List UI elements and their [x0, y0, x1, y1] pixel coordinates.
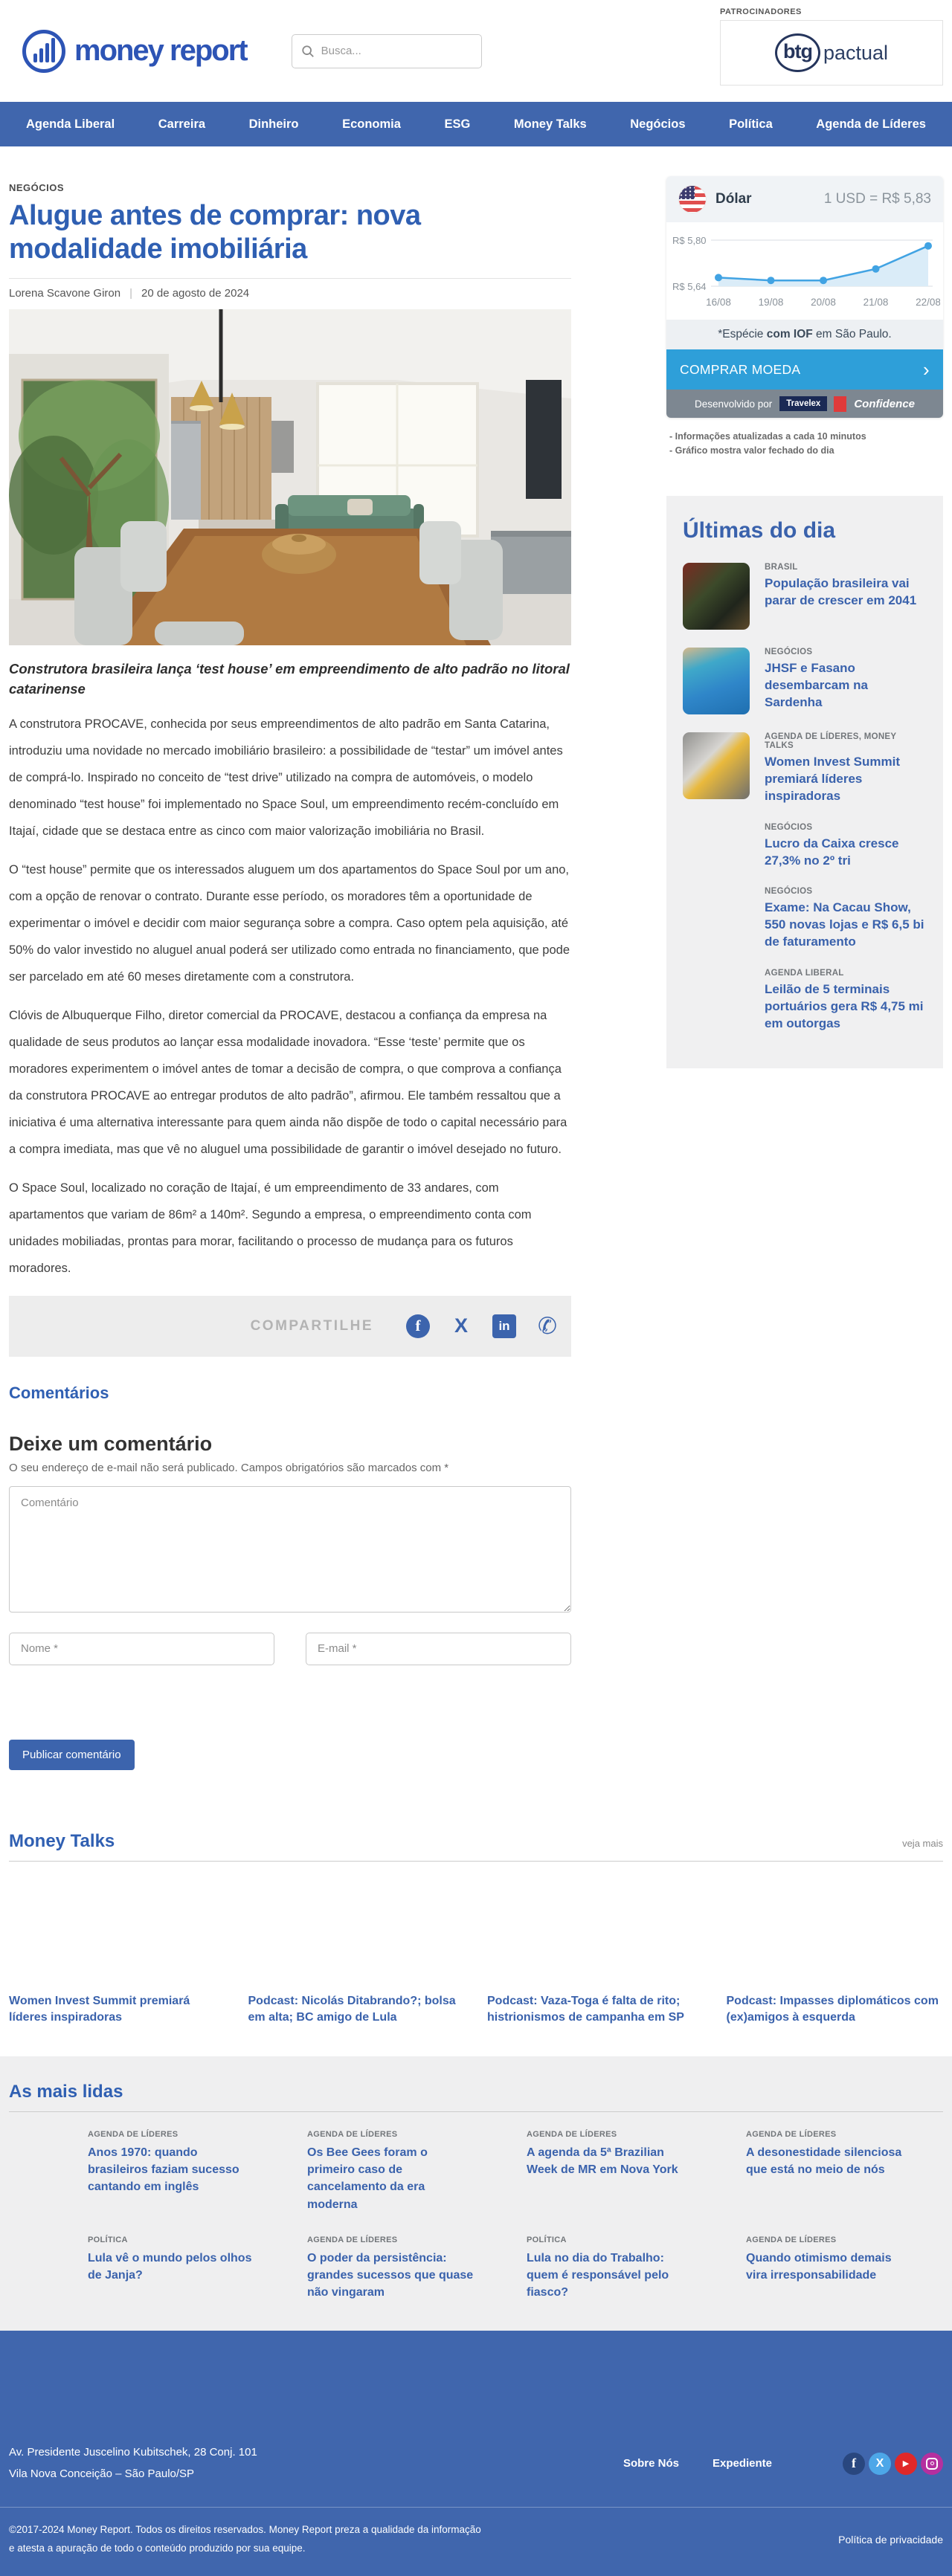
- most-read-item[interactable]: AGENDA DE LÍDERES Quando otimismo demais vira irresponsabilidade: [746, 2235, 892, 2282]
- news-title: JHSF e Fasano desembarcam na Sardenha: [765, 660, 868, 709]
- most-read-item[interactable]: AGENDA DE LÍDERES Os Bee Gees foram o primeiro caso de cancelamento da era moderna: [307, 2129, 428, 2211]
- buy-currency-button[interactable]: COMPRAR MOEDA ›: [666, 349, 943, 390]
- card-image-placeholder: [487, 1870, 704, 1993]
- name-field[interactable]: [9, 1633, 274, 1665]
- article-body: [9, 711, 571, 1282]
- nav-item-esg[interactable]: ESG: [444, 117, 471, 131]
- news-category: AGENDA DE LÍDERES, MONEY TALKS: [765, 732, 897, 750]
- email-field[interactable]: [306, 1633, 571, 1665]
- nav-item-negocios[interactable]: Negócios: [630, 117, 686, 131]
- news-title: Women Invest Summit premiará líderes inspiradoras: [765, 754, 900, 803]
- search-input[interactable]: [321, 45, 472, 57]
- most-read-item[interactable]: POLÍTICA Lula vê o mundo pelos olhos de Janja?: [88, 2235, 252, 2282]
- article-hero-image: [9, 309, 571, 645]
- news-thumbnail-crowd: [683, 563, 750, 630]
- nav-item-money-talks[interactable]: Money Talks: [513, 117, 587, 131]
- currency-chart: [666, 222, 943, 320]
- search-box[interactable]: [292, 34, 482, 68]
- latest-news-box: [666, 496, 943, 1068]
- currency-widget-header: [666, 176, 943, 222]
- comment-form-note: O seu endereço de e-mail não será publicado. Campos obrigatórios são marcados com *: [9, 1461, 449, 1474]
- footer-link-expediente[interactable]: Expediente: [712, 2457, 772, 2470]
- author-name: Lorena Scavone Giron: [9, 286, 121, 300]
- section-divider: [9, 2111, 943, 2112]
- money-talks-card[interactable]: Podcast: Impasses diplomáticos com (ex)amigos à esquerda: [727, 1870, 944, 2027]
- x-icon[interactable]: X: [869, 2453, 891, 2475]
- nav-item-politica[interactable]: Política: [729, 117, 773, 131]
- developed-by-bar: [666, 390, 943, 418]
- money-talks-section: [0, 1831, 952, 2027]
- confidence-logo: Confidence: [854, 397, 916, 410]
- latest-item[interactable]: [683, 732, 927, 805]
- btg-pactual-logo: btg pactual: [775, 33, 888, 72]
- latest-item[interactable]: [683, 823, 927, 870]
- news-thumbnail-office: [683, 732, 750, 799]
- nav-item-economia[interactable]: Economia: [342, 117, 401, 131]
- money-report-logo-icon: [22, 30, 65, 73]
- news-category: NEGÓCIOS: [765, 822, 813, 832]
- news-category: BRASIL: [765, 562, 798, 572]
- latest-news-title: Últimas do dia: [683, 517, 836, 543]
- svg-text:R$ 5,80: R$ 5,80: [672, 235, 707, 246]
- nav-item-dinheiro[interactable]: Dinheiro: [248, 117, 299, 131]
- currency-note: *Espécie com IOF em São Paulo.: [666, 320, 943, 349]
- latest-item[interactable]: [683, 887, 927, 951]
- most-read-item[interactable]: AGENDA DE LÍDERES Anos 1970: quando brasileiros faziam sucesso cantando em inglês: [88, 2129, 239, 2194]
- publish-comment-button[interactable]: Publicar comentário: [9, 1740, 135, 1770]
- travelex-logo-mark: [834, 396, 846, 412]
- comment-textarea[interactable]: [9, 1486, 571, 1613]
- money-talks-title: Money Talks: [9, 1830, 115, 1851]
- svg-text:22/08: 22/08: [916, 297, 940, 308]
- svg-text:20/08: 20/08: [811, 297, 836, 308]
- money-talks-card[interactable]: Women Invest Summit premiará líderes inspiradoras: [9, 1870, 226, 2027]
- instagram-icon[interactable]: [921, 2453, 943, 2475]
- privacy-policy-link[interactable]: Política de privacidade: [838, 2533, 943, 2546]
- site-logo[interactable]: [22, 30, 247, 73]
- article-category: NEGÓCIOS: [9, 182, 65, 193]
- paragraph: O Space Soul, localizado no coração de Itajaí, é um empreendimento de 33 andares, com apartamentos que variam de 86m² a 140m². Segundo a empresa, o empreendimento conta com unidades mobiliadas, prontas para morar, facilitando o processo de mudança para os futuros moradores.: [9, 1181, 532, 1275]
- sponsors-label: PATROCINADORES: [720, 7, 802, 16]
- byline-separator: |: [129, 286, 133, 300]
- sidebar: [666, 146, 943, 1068]
- currency-name: Dólar: [715, 191, 752, 207]
- developed-by-label: Desenvolvido por: [694, 398, 773, 410]
- card-image-placeholder: [727, 1870, 944, 1993]
- most-read-item[interactable]: POLÍTICA Lula no dia do Trabalho: quem é responsável pelo fiasco?: [527, 2235, 669, 2299]
- news-category: AGENDA LIBERAL: [765, 969, 844, 978]
- news-title: Lucro da Caixa cresce 27,3% no 2º tri: [765, 836, 899, 868]
- money-talks-card[interactable]: Podcast: Vaza-Toga é falta de rito; histrionismos de campanha em SP: [487, 1870, 704, 2027]
- paragraph: O “test house” permite que os interessados aluguem um dos apartamentos do Space Soul por um ano, com a opção de renovar o contrato. Durante esse período, os moradores têm a oportunidade de experimentar o imóvel e decidir com maior segurança sobre a compra. Caso optem pela aquisição, até 50% do valor investido no aluguel anual poderá ser utilizado como entrada no financiamento, que pode ser parcelado em até 60 meses diretamente com a construtora.: [9, 863, 570, 984]
- title-divider: [9, 278, 571, 279]
- site-footer: [0, 2331, 952, 2576]
- site-header: [0, 0, 952, 102]
- news-title: População brasileira vai parar de crescer em 2041: [765, 575, 917, 607]
- most-read-item[interactable]: AGENDA DE LÍDERES O poder da persistência: grandes sucessos que quase não vingaram: [307, 2235, 474, 2299]
- latest-item[interactable]: [683, 563, 927, 630]
- most-read-item[interactable]: AGENDA DE LÍDERES A desonestidade silenciosa que está no meio de nós: [746, 2129, 902, 2177]
- copyright-text: ©2017-2024 Money Report. Todos os direitos reservados. Money Report preza a qualidade da informação e atesta a apuração de todo o conteúdo produzido por sua equipe.: [9, 2524, 481, 2554]
- section-divider: [9, 1861, 943, 1862]
- paragraph: A construtora PROCAVE, conhecida por seus empreendimentos de alto padrão em Santa Catarina, introduziu uma novidade no mercado imobiliário brasileiro: a possibilidade de “testar” um imóvel antes de comprá-lo. Inspirado no conceito de “test drive” utilizado na compra de automóveis, o modelo denominado “test house” foi implementado no Space Soul, um empreendimento recém-concluído em Itajaí, cidade que se destaca entre as cinco com maior valorização imobiliária no Brasil.: [9, 717, 563, 839]
- publish-date: 20 de agosto de 2024: [141, 286, 250, 300]
- svg-text:R$ 5,64: R$ 5,64: [672, 281, 707, 292]
- news-category: NEGÓCIOS: [765, 647, 813, 656]
- share-whatsapp-icon[interactable]: ✆: [538, 1312, 557, 1339]
- card-image-placeholder: [248, 1870, 466, 1993]
- nav-item-agenda-de-lideres[interactable]: Agenda de Líderes: [816, 117, 926, 131]
- news-thumbnail-coast: [683, 648, 750, 714]
- usa-flag-icon: [678, 185, 707, 213]
- byline: [9, 287, 571, 300]
- footer-social-icons: [843, 2453, 943, 2475]
- currency-widget: [666, 176, 943, 418]
- latest-item[interactable]: [683, 648, 927, 714]
- most-read-item[interactable]: AGENDA DE LÍDERES A agenda da 5ª Brazilian Week de MR em Nova York: [527, 2129, 678, 2177]
- main-nav: [0, 102, 952, 146]
- svg-text:19/08: 19/08: [758, 297, 784, 308]
- footer-link-sobre-nos[interactable]: Sobre Nós: [623, 2457, 679, 2470]
- money-talks-card[interactable]: Podcast: Nicolás Ditabrando?; bolsa em alta; BC amigo de Lula: [248, 1870, 466, 2027]
- svg-text:16/08: 16/08: [706, 297, 731, 308]
- chevron-right-icon: ›: [923, 358, 930, 381]
- latest-item[interactable]: [683, 969, 927, 1033]
- see-more-link[interactable]: veja mais: [902, 1837, 943, 1849]
- share-linkedin-icon[interactable]: in: [492, 1314, 516, 1338]
- share-facebook-icon[interactable]: f: [406, 1314, 430, 1338]
- comments-section-title: Comentários: [9, 1383, 109, 1402]
- article-subtitle: Construtora brasileira lança ‘test house’ em empreendimento de alto padrão no litoral catarinense: [9, 660, 570, 697]
- youtube-icon[interactable]: ▶: [895, 2453, 917, 2475]
- nav-item-agenda-liberal[interactable]: Agenda Liberal: [26, 117, 115, 131]
- paragraph: Clóvis de Albuquerque Filho, diretor comercial da PROCAVE, destacou a confiança da empresa na qualidade de seus produtos ao lançar essa modalidade inovadora. “Esse ‘teste’ permite que os moradores experimentem o imóvel antes de tomar a decisão de compra, o que comprova a confiança da construtora PROCAVE ao entregar produtos de alto padrão”, afirmou. Ele também ressaltou que a iniciativa é uma alternativa interessante para quem ainda não dispõe de todo o capital necessário para a compra imediata, mas que vê no aluguel uma possibilidade de garantir o imóvel desejado no futuro.: [9, 1008, 567, 1156]
- facebook-icon[interactable]: f: [843, 2453, 865, 2475]
- nav-item-carreira[interactable]: Carreira: [158, 117, 206, 131]
- share-label: COMPARTILHE: [250, 1317, 373, 1334]
- site-logo-text: money report: [74, 34, 247, 67]
- footer-address: Av. Presidente Juscelino Kubitschek, 28 Conj. 101 Vila Nova Conceição – São Paulo/SP: [9, 2446, 257, 2480]
- article: [9, 146, 571, 1770]
- article-title: Alugue antes de comprar: nova modalidade imobiliária: [9, 200, 421, 265]
- card-image-placeholder: [9, 1870, 226, 1993]
- sponsor-banner-btg[interactable]: [720, 20, 943, 85]
- svg-text:21/08: 21/08: [863, 297, 889, 308]
- exchange-rate: 1 USD = R$ 5,83: [823, 191, 931, 207]
- share-bar: [9, 1296, 571, 1357]
- leave-comment-title: Deixe um comentário: [9, 1432, 213, 1455]
- search-icon: [301, 45, 315, 58]
- most-read-title: As mais lidas: [9, 2081, 123, 2102]
- news-title: Exame: Na Cacau Show, 550 novas lojas e R$ 6,5 bi de faturamento: [765, 900, 924, 949]
- news-title: Leilão de 5 terminais portuários gera R$ 4,75 mi em outorgas: [765, 982, 924, 1031]
- travelex-logo: Travelex: [779, 396, 827, 411]
- currency-footnotes: - Informações atualizadas a cada 10 minutos - Gráfico mostra valor fechado do dia: [669, 431, 866, 456]
- sponsors-area: [720, 7, 943, 85]
- share-x-icon[interactable]: X: [454, 1314, 468, 1337]
- news-category: NEGÓCIOS: [765, 887, 813, 897]
- most-read-section: [0, 2056, 952, 2331]
